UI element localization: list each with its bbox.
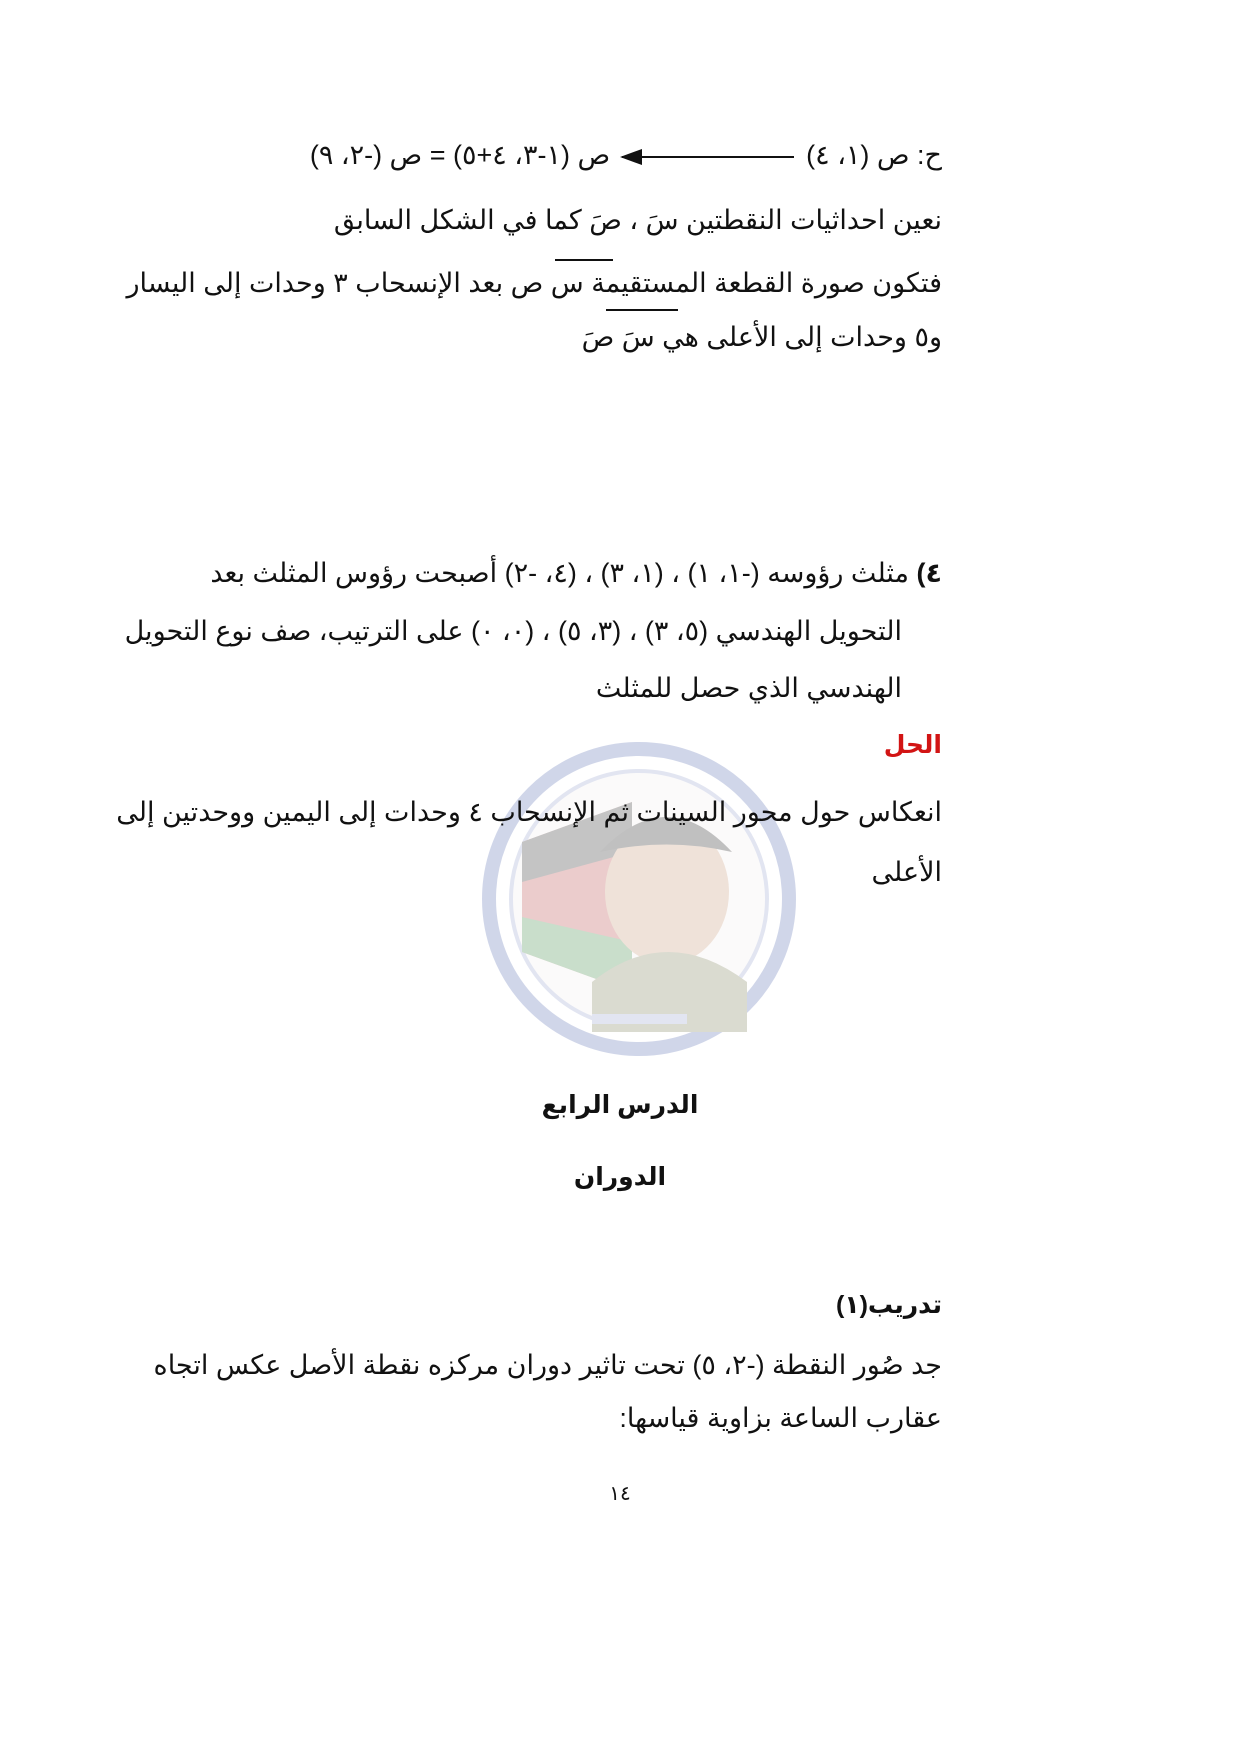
solution-label: الحل — [883, 731, 942, 759]
text-line: و٥ وحدات إلى الأعلى هي سَ صَ — [581, 322, 942, 352]
equation-left-part: ص (١-٣، ٤+٥) = ص (-٢، ٩) — [309, 140, 611, 170]
question-4-line-2: التحويل الهندسي (٥، ٣) ، (٣، ٥) ، (٠، ٠) على الترتيب، صف نوع التحويل — [124, 616, 902, 646]
segment-overline — [555, 259, 613, 261]
arrow-left-icon — [622, 156, 794, 158]
text-line: فتكون صورة القطعة المستقيمة س ص بعد الإنسحاب ٣ وحدات إلى اليسار — [126, 268, 942, 298]
exercise-line-1: جد صُور النقطة (-٢، ٥) تحت تاثير دوران مركزه نقطة الأصل عكس اتجاه — [153, 1350, 942, 1380]
question-4-line-3: الهندسي الذي حصل للمثلث — [595, 673, 902, 703]
page-number: ١٤ — [609, 1483, 631, 1505]
solution-line-1: انعكاس حول محور السينات ثم الإنسحاب ٤ وحدات إلى اليمين ووحدتين إلى — [116, 797, 942, 827]
watermark-emblem — [482, 742, 797, 1057]
question-text: مثلث رؤوسه (-١، ١) ، (١، ٣) ، (٤، -٢) أصبحت رؤوس المثلث بعد — [210, 558, 909, 588]
lesson-title: الدرس الرابع — [541, 1091, 699, 1119]
segment-overline — [606, 309, 678, 311]
question-number: ٤) — [916, 558, 942, 588]
translation-equation-line — [310, 138, 942, 172]
equation-right-part: ح: ص (١، ٤) — [806, 140, 942, 170]
solution-line-2: الأعلى — [871, 857, 942, 887]
exercise-label: تدريب(١) — [836, 1291, 942, 1319]
question-4-line-1 — [210, 556, 942, 590]
text-line: نعين احداثيات النقطتين سَ ، صَ كما في الشكل السابق — [333, 205, 942, 235]
lesson-subtitle: الدوران — [573, 1163, 667, 1191]
exercise-line-2: عقارب الساعة بزاوية قياسها: — [619, 1403, 942, 1433]
